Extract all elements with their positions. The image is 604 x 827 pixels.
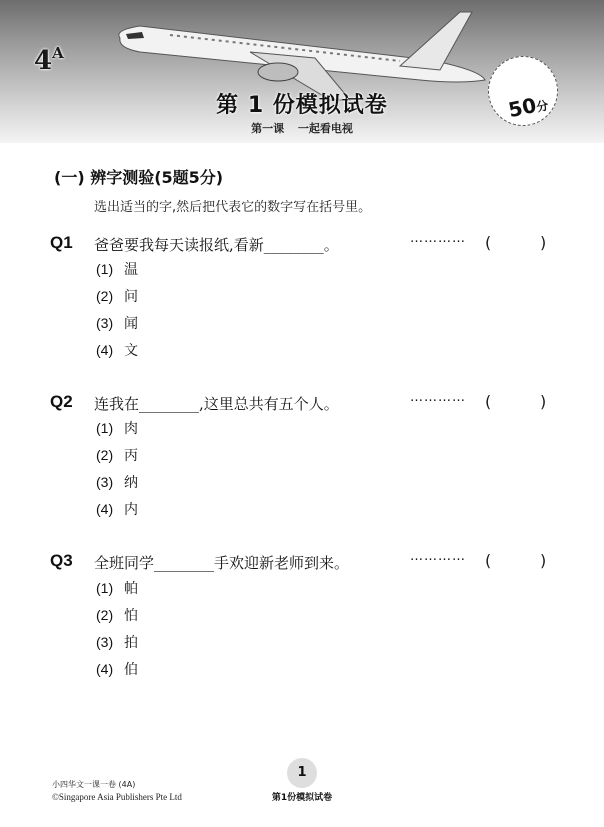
option-item: (3) 纳 [96, 474, 138, 491]
question-text: 爸爸要我每天读报纸,看新________。 [94, 236, 339, 254]
question-text: 全班同学________手欢迎新老师到来。 [94, 554, 350, 572]
question-number: Q2 [50, 392, 73, 411]
answer-paren-right: ) [540, 392, 547, 411]
option-item: (2) 丙 [96, 447, 138, 464]
option-item: (4) 内 [96, 501, 138, 518]
answer-paren-left: ( [485, 233, 492, 252]
leader-dots: ………… [410, 549, 466, 564]
footer-title: 第1份模拟试卷 [271, 793, 333, 803]
lesson-subtitle: 第一课 一起看电视 [251, 122, 353, 135]
option-item: (1) 肉 [96, 420, 138, 437]
page-header [0, 0, 604, 143]
question-number: Q3 [50, 551, 73, 570]
question-text: 连我在________,这里总共有五个人。 [94, 395, 339, 413]
option-item: (3) 闻 [96, 315, 138, 332]
option-item: (4) 文 [96, 342, 138, 359]
option-item: (3) 拍 [96, 634, 138, 651]
answer-paren-left: ( [485, 392, 492, 411]
answer-paren-right: ) [540, 233, 547, 252]
section-instruction: 选出适当的字,然后把代表它的数字写在括号里。 [94, 200, 372, 215]
book-title: 小四华文一课一卷 (4A) [52, 780, 136, 789]
option-item: (2) 怕 [96, 607, 138, 624]
leader-dots: ………… [410, 390, 466, 405]
grade-badge: $4^A$ [34, 44, 64, 76]
option-item: (1) 帕 [96, 580, 138, 597]
leader-dots: ………… [410, 231, 466, 246]
page-number: 1 [287, 758, 317, 788]
section-title: (一) 辨字测验(5题5分) [54, 168, 224, 187]
answer-paren-right: ) [540, 551, 547, 570]
option-item: (4) 伯 [96, 661, 138, 678]
option-item: (1) 温 [96, 261, 138, 278]
option-item: (2) 问 [96, 288, 138, 305]
question-number: Q1 [50, 233, 73, 252]
copyright-text: ©Singapore Asia Publishers Pte Ltd [52, 792, 182, 802]
score-value: 50 [506, 92, 539, 123]
page-title: 第 1 份模拟试卷 [216, 93, 388, 118]
score-unit: 分 [535, 98, 550, 115]
answer-paren-left: ( [485, 551, 492, 570]
